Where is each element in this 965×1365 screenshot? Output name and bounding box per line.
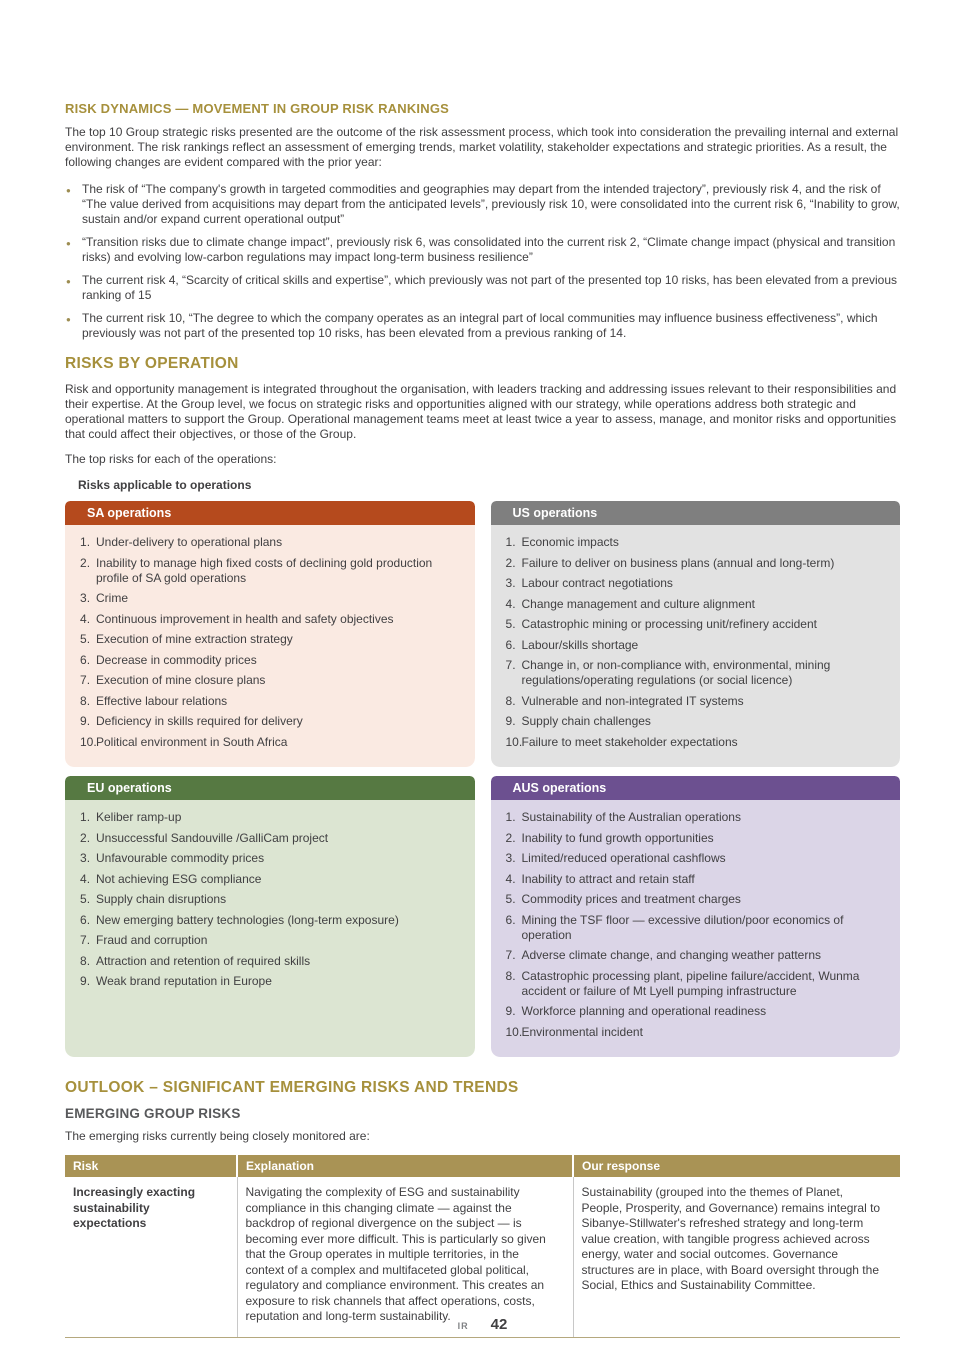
panel-aus-body [491, 800, 901, 1057]
risk-dynamics-heading: RISK DYNAMICS — MOVEMENT IN GROUP RISK RANKINGS [65, 101, 450, 116]
panel-us-body [491, 525, 901, 767]
list-item: Vulnerable and non-integrated IT systems [521, 693, 744, 708]
table-header-explanation: Explanation [237, 1155, 573, 1177]
table-header-risk: Risk [65, 1155, 237, 1177]
list-item: Adverse climate change, and changing weather patterns [521, 948, 822, 962]
list-item: ● The risk of “The company's growth in targeted commodities and geographies may depart from the intended trajectory”, previously risk 4, and the risk of “The value derived from acquisitions may depart from the anticipated levels”, previously risk 10, were consolidated into the current risk 6, “Inability to grow, sustain and/or expand current operational output” [65, 182, 900, 227]
panel-sa-title: SA operations [65, 501, 475, 525]
list-item: Unfavourable commodity prices [96, 851, 265, 865]
list-item: New emerging battery technologies (long-term exposure) [96, 912, 399, 927]
panel-us-title: US operations [491, 501, 901, 525]
panel-sa-body [65, 525, 475, 767]
list-item: Workforce planning and operational readiness [521, 1004, 767, 1018]
panel-eu-title: EU operations [65, 776, 475, 800]
list-item: Unsuccessful Sandouville /GalliCam project [96, 830, 329, 845]
list-item: Change in, or non-compliance with, environmental, mining regulations/operating regulations (or social licence) [521, 658, 831, 687]
list-item: Sustainability of the Australian operations [521, 810, 741, 824]
list-item: Weak brand reputation in Europe [96, 974, 272, 988]
panel-sa-operations [65, 501, 475, 767]
list-item: Catastrophic mining or processing unit/refinery accident [521, 617, 817, 631]
section-outlook [65, 1079, 900, 1338]
list-item: Execution of mine extraction strategy [96, 632, 293, 646]
list-item: Fraud and corruption [96, 933, 208, 947]
panel-eu-operations [65, 776, 475, 1057]
emerging-group-risks-subheading: EMERGING GROUP RISKS [65, 1106, 241, 1121]
list-item: Attraction and retention of required skills [96, 953, 311, 968]
emerging-risks-table [65, 1155, 900, 1338]
risk-dynamics-bullet-list [65, 182, 900, 341]
list-item: Effective labour relations [96, 693, 228, 708]
cell-response: Sustainability (grouped into the themes of Planet, People, Prosperity, and Governance) remains integral to Sibanye-Stillwater's refreshed strategy and long-term value creation, with tangible progress achieved across energy, water and social outcomes. Governance structures are in place, with Board oversight through the Social, Ethics and Sustainability Committee. [573, 1177, 900, 1337]
list-item: Catastrophic processing plant, pipeline failure/accident, Wunma accident or failure of Mt Lyell pumping infrastructure [521, 968, 860, 998]
list-item: Limited/reduced operational cashflows [521, 851, 726, 865]
page-number: 42 [490, 1316, 508, 1333]
page-footer [0, 1316, 965, 1333]
list-item: Crime [96, 591, 128, 605]
list-item: Under-delivery to operational plans [96, 535, 283, 549]
list-item: Deficiency in skills required for delivery [96, 714, 303, 728]
panel-us-risk-list [491, 535, 889, 750]
panel-eu-risk-list [65, 810, 463, 989]
cell-explanation: Navigating the complexity of ESG and sustainability compliance in this changing climate — against the backdrop of regional divergence on the subject — is becoming ever more difficult. This is particularly so given that the Group operates in multiple territories, in the context of a complex and multifaceted global political, regulatory and compliance environment. This creates an exposure to risk channels that affect operations, costs, reputation and long-term sustainability. [237, 1177, 573, 1337]
table-header-row [65, 1155, 900, 1177]
list-item: ● “Transition risks due to climate change impact”, previously risk 6, was consolidated into the current risk 2, “Climate change impact (physical and transition risks) and evolving low-carbon regulations may impact long-term business resilience” [65, 235, 900, 265]
outlook-heading: OUTLOOK – SIGNIFICANT EMERGING RISKS AND TRENDS [65, 1079, 519, 1096]
panel-aus-risk-list [491, 810, 889, 1040]
list-item: 10. Political environment in South Africa [65, 735, 463, 750]
list-item: Labour/skills shortage [521, 637, 639, 652]
list-item: Change management and culture alignment [521, 596, 755, 611]
list-item: Commodity prices and treatment charges [521, 892, 741, 906]
cell-risk: Increasingly exacting sustainability expectations [65, 1177, 237, 1337]
list-item: Failure to deliver on business plans (annual and long-term) [521, 555, 835, 570]
list-item: Economic impacts [521, 535, 619, 549]
section-risk-dynamics [65, 101, 900, 341]
list-item: ● The current risk 4, “Scarcity of critical skills and expertise”, which previously was not part of the presented top 10 risks, has been elevated from a previous ranking of 15 [65, 273, 900, 303]
panels-label: Risks applicable to operations [78, 478, 252, 492]
list-item: Mining the TSF floor — excessive dilution/poor economics of operation [521, 912, 844, 942]
list-item: Inability to manage high fixed costs of declining gold production profile of SA gold operations [96, 555, 433, 585]
list-item: Not achieving ESG compliance [96, 871, 262, 886]
risk-dynamics-intro: The top 10 Group strategic risks presented are the outcome of the risk assessment process, which took into consideration the prevailing internal and external environment. The risk rankings reflect an assessment of emerging trends, market volatility, stakeholder expectations and strategic priorities. As a result, the following changes are evident compared with the prior year: [65, 125, 899, 169]
panel-eu-body [65, 800, 475, 1057]
risks-by-operation-heading: RISKS BY OPERATION [65, 355, 239, 372]
emerging-risks-note: The emerging risks currently being closely monitored are: [65, 1129, 370, 1143]
list-item: Supply chain challenges [521, 714, 651, 728]
risks-by-operation-body: Risk and opportunity management is integrated throughout the organisation, with leaders tracking and addressing issues relevant to their responsibilities and their expertise. At the Group level, we focus on strategic risks and opportunities aligned with our strategy, while operations address both strategic and operational matters to support the Group. Operational management teams meet at least twice a year to assess, manage, and monitor risks and opportunities that could affect their objectives, or those of the Group. [65, 382, 897, 441]
list-item: Keliber ramp-up [96, 810, 182, 824]
list-item: Supply chain disruptions [96, 892, 227, 906]
list-item: ● The current risk 10, “The degree to which the company operates as an integral part of local communities may influence business effectiveness”, which previously was not part of the presented top 10 risks, has been elevated from a previous ranking of 14. [65, 311, 900, 341]
list-item: Continuous improvement in health and safety objectives [96, 611, 394, 626]
report-code-label: IR [457, 1321, 469, 1331]
panel-aus-title: AUS operations [491, 776, 901, 800]
section-risks-by-operation [65, 355, 900, 1057]
list-item: Inability to fund growth opportunities [521, 830, 714, 845]
list-item: Inability to attract and retain staff [521, 871, 695, 886]
top-risks-note: The top risks for each of the operations: [65, 452, 277, 466]
panel-sa-risk-list [65, 535, 463, 750]
list-item: Decrease in commodity prices [96, 652, 257, 667]
panel-us-operations [491, 501, 901, 767]
operation-panels-grid [65, 501, 900, 1057]
panel-aus-operations [491, 776, 901, 1057]
table-header-our-response: Our response [573, 1155, 900, 1177]
table-row [65, 1177, 900, 1337]
list-item: 10. Environmental incident [491, 1025, 889, 1040]
list-item: Labour contract negotiations [521, 576, 673, 590]
list-item: 10. Failure to meet stakeholder expectations [491, 735, 889, 750]
list-item: Execution of mine closure plans [96, 673, 266, 687]
